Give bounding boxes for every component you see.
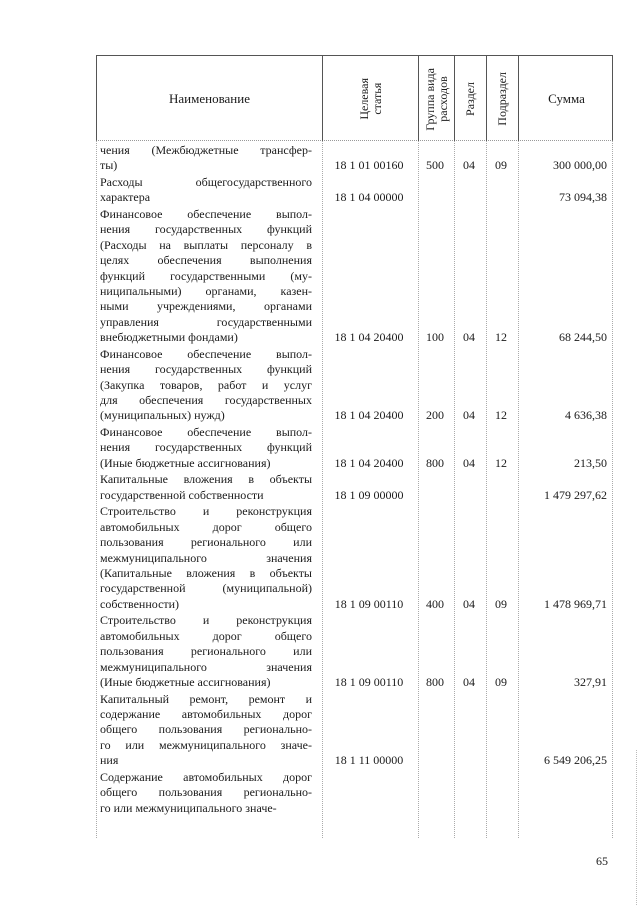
- row-name: [100, 613, 312, 690]
- row-name: [100, 504, 312, 612]
- header-subsection: Подраздел: [495, 72, 509, 126]
- row-sum: 6 549 206,25: [544, 753, 607, 768]
- column-rule: [418, 141, 419, 838]
- row-name: [100, 692, 312, 769]
- row-name-line: межмуниципального значения: [100, 659, 312, 674]
- row-group: 800: [426, 674, 444, 689]
- row-group: 200: [426, 408, 444, 423]
- row-name-line: содержание автомобильных дорог: [100, 707, 312, 721]
- row-name-line: Содержание автомобильных дорог: [100, 769, 312, 784]
- row-name: [100, 472, 312, 503]
- row-sum: 213,50: [574, 455, 607, 470]
- row-section: 04: [463, 455, 475, 470]
- row-code: 18 1 04 20400: [334, 330, 404, 345]
- row-code: 18 1 04 20400: [334, 455, 404, 470]
- row-name-line: нения государственных функций: [100, 440, 312, 455]
- header-sum: Сумма: [548, 91, 585, 106]
- row-name-line: межмуниципального значения: [100, 550, 312, 565]
- row-name-line: ты): [100, 158, 118, 173]
- row-name-line: автомобильных дорог общего: [100, 628, 312, 643]
- row-name-line: (Капитальные вложения в объекты: [100, 566, 312, 581]
- row-name-line: го или межмуниципального значе-: [100, 800, 277, 815]
- row-sum: 327,91: [574, 674, 607, 689]
- row-code: 18 1 09 00110: [334, 596, 404, 611]
- row-name-line: Строительство и реконструкция: [100, 504, 312, 519]
- header-code: Целевая статья: [356, 78, 384, 120]
- page-number: 65: [596, 854, 608, 868]
- row-code: 18 1 11 00000: [334, 753, 404, 768]
- column-rule: [612, 141, 613, 838]
- row-name-line: для обеспечения государственных: [100, 393, 312, 408]
- header-name-cell: [97, 56, 323, 142]
- row-group: 800: [426, 455, 444, 470]
- row-name-line: Финансовое обеспечение выпол-: [100, 425, 312, 439]
- row-name-line: Капитальные вложения в объекты: [100, 472, 312, 487]
- column-rule: [454, 141, 455, 838]
- row-name-line: Финансовое обеспечение выпол-: [100, 346, 312, 361]
- row-name-line: управления государственными: [100, 314, 312, 329]
- row-section: 04: [463, 408, 475, 423]
- row-name-line: чения (Межбюджетные трансфер-: [100, 143, 312, 157]
- row-group: 100: [426, 330, 444, 345]
- row-name-line: ния: [100, 753, 119, 768]
- row-subsection: 12: [495, 455, 507, 470]
- row-name-line: (муниципальных) нужд): [100, 408, 225, 423]
- row-section: 04: [463, 158, 475, 173]
- row-name-line: нения государственных функций: [100, 362, 312, 377]
- row-name: [100, 207, 312, 346]
- row-sum: 68 244,50: [559, 330, 607, 345]
- header-group-cell: [419, 56, 455, 142]
- row-sum: 4 636,38: [565, 408, 607, 423]
- row-name: [100, 425, 312, 471]
- row-sum: 1 479 297,62: [544, 487, 607, 502]
- row-name: [100, 770, 312, 816]
- row-section: 04: [463, 596, 475, 611]
- row-name-line: (Иные бюджетные ассигнования): [100, 455, 271, 470]
- row-section: 04: [463, 330, 475, 345]
- header-code-cell: [323, 56, 419, 142]
- row-subsection: 09: [495, 674, 507, 689]
- row-sum: 1 478 969,71: [544, 596, 607, 611]
- row-name-line: функций государственными (му-: [100, 268, 312, 283]
- header-subsection-cell: [487, 56, 519, 142]
- scan-edge: [636, 750, 637, 905]
- row-name-line: характера: [100, 190, 151, 205]
- row-sum: 300 000,00: [553, 158, 607, 173]
- row-group: 500: [426, 158, 444, 173]
- row-name: [100, 175, 312, 206]
- row-name-line: (Иные бюджетные ассигнования): [100, 675, 271, 690]
- row-name-line: государственной (муниципальной): [100, 581, 312, 596]
- row-name: [100, 143, 312, 174]
- row-name-line: Капитальный ремонт, ремонт и: [100, 691, 312, 706]
- row-name-line: пользования регионального или: [100, 644, 312, 659]
- column-rule: [518, 141, 519, 838]
- row-code: 18 1 09 00110: [334, 674, 404, 689]
- row-name-line: Расходы общегосударственного: [100, 175, 312, 189]
- row-name-line: Финансовое обеспечение выпол-: [100, 207, 312, 221]
- row-code: 18 1 04 20400: [334, 408, 404, 423]
- header-group: Группа вида расходов: [422, 67, 450, 131]
- row-name-line: внебюджетными фондами): [100, 330, 238, 345]
- header-section: Раздел: [463, 82, 477, 116]
- header-section-cell: [455, 56, 487, 142]
- row-name-line: государственной собственности: [100, 487, 264, 502]
- row-subsection: 09: [495, 158, 507, 173]
- row-code: 18 1 09 00000: [334, 487, 404, 502]
- row-sum: 73 094,38: [559, 190, 607, 205]
- row-code: 18 1 04 00000: [334, 190, 404, 205]
- column-rule: [486, 141, 487, 838]
- header-sum-cell: [519, 56, 614, 142]
- row-name-line: (Закупка товаров, работ и услуг: [100, 377, 312, 392]
- row-subsection: 12: [495, 408, 507, 423]
- row-name-line: го или межмуниципального значе-: [100, 737, 312, 752]
- header-name: Наименование: [169, 91, 250, 106]
- row-section: 04: [463, 674, 475, 689]
- row-name: [100, 347, 312, 424]
- row-name-line: собственности): [100, 596, 180, 611]
- row-name-line: общего пользования регионально-: [100, 722, 312, 737]
- row-name-line: ными учреждениями, органами: [100, 299, 312, 314]
- row-name-line: пользования регионального или: [100, 535, 312, 550]
- row-subsection: 12: [495, 330, 507, 345]
- row-code: 18 1 01 00160: [334, 158, 404, 173]
- row-name-line: целях обеспечения выполнения: [100, 253, 312, 268]
- row-name-line: ниципальными) органами, казен-: [100, 284, 312, 299]
- row-subsection: 09: [495, 596, 507, 611]
- row-name-line: (Расходы на выплаты персоналу в: [100, 237, 312, 252]
- row-name-line: автомобильных дорог общего: [100, 519, 312, 534]
- row-name-line: общего пользования регионально-: [100, 785, 312, 800]
- row-group: 400: [426, 596, 444, 611]
- row-name-line: нения государственных функций: [100, 222, 312, 237]
- table-header: [96, 55, 613, 141]
- row-name-line: Строительство и реконструкция: [100, 613, 312, 628]
- column-rule: [96, 141, 97, 838]
